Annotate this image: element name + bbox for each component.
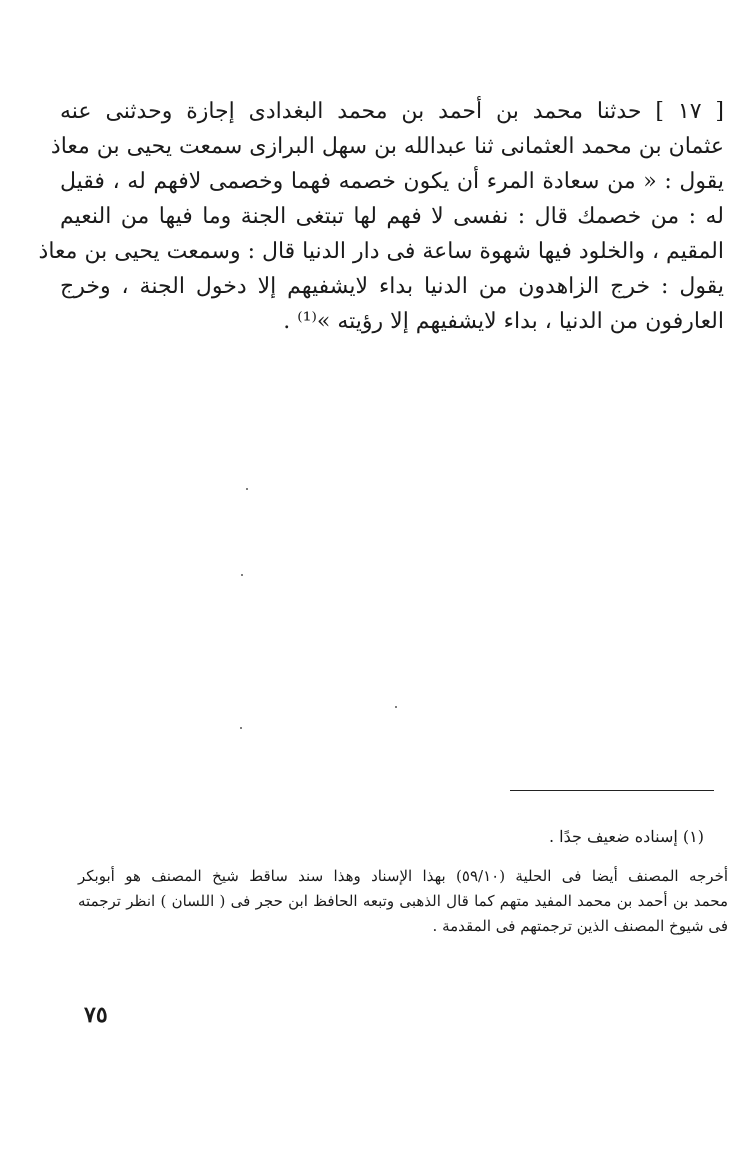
hadith-line: عثمان بن محمد العثمانى ثنا عبدالله بن سهل البرازى سمعت يحيى بن معاذ [50, 134, 724, 159]
footnote-line: أخرجه المصنف أيضا فى الحلية (٥٩/١٠) بهذا الإسناد وهذا سند ساقط شيخ المصنف هو أبوبكر [78, 867, 729, 885]
scan-speck [241, 574, 243, 576]
hadith-line: له : من خصمك قال : نفسى لا فهم لها تبتغى الجنة وما فيها من النعيم [60, 204, 724, 229]
scan-speck [240, 727, 242, 729]
footnote-line: فى شيوخ المصنف الذين ترجمتهم فى المقدمة . [432, 917, 728, 935]
hadith-line: المقيم ، والخلود فيها شهوة ساعة فى دار الدنيا قال : وسمعت يحيى بن معاذ [38, 239, 724, 264]
footnote-divider [510, 790, 714, 791]
hadith-line: العارفون من الدنيا ، بداء لايشفيهم إلا رؤيته »⁽¹⁾ . [283, 309, 724, 334]
hadith-text [38, 94, 732, 339]
footnote-line: محمد بن أحمد بن محمد المفيد متهم كما قال الذهبى وتبعه الحافظ ابن حجر فى ( اللسان ) انظر ترجمته [78, 892, 728, 910]
hadith-line: يقول : خرج الزاهدون من الدنيا بداء لايشفيهم إلا دخول الجنة ، وخرج [60, 274, 724, 299]
scan-speck [395, 706, 397, 708]
hadith-line: [ ١٧ ] حدثنا محمد بن أحمد بن محمد البغدادى إجازة وحدثنى عنه [60, 99, 724, 124]
page-number: ٧٥ [84, 1002, 108, 1028]
footnote-text [78, 864, 728, 939]
hadith-line: يقول : « من سعادة المرء أن يكون خصمه فهما وخصمى لافهم له ، فقيل [60, 169, 724, 194]
scan-speck [246, 488, 248, 490]
footnote-reference: (١) إسناده ضعيف جدًا . [548, 827, 704, 846]
